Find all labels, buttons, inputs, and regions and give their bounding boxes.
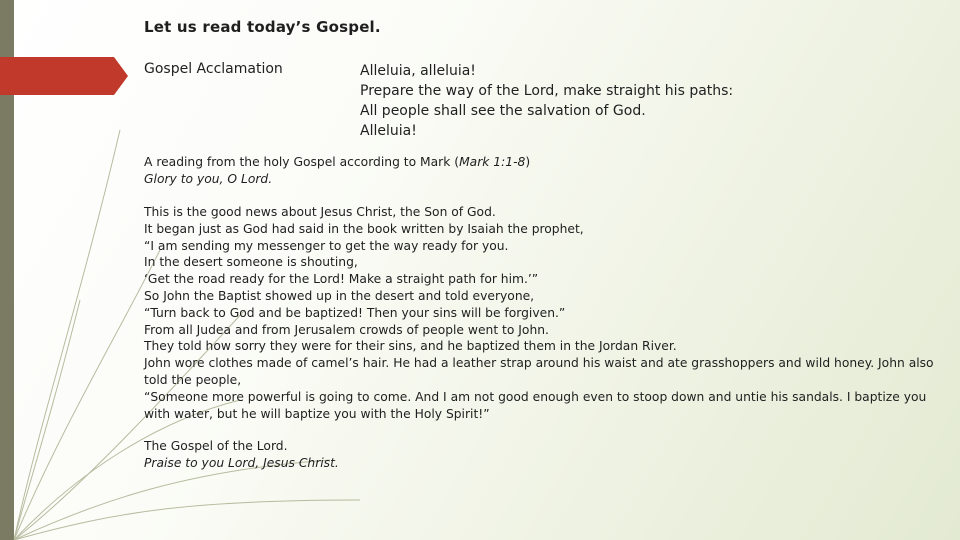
closing [144, 438, 339, 472]
gospel-line: From all Judea and from Jerusalem crowds of people went to John. [144, 322, 549, 337]
accent-tab [0, 57, 128, 95]
acclamation-line: Prepare the way of the Lord, make straight his paths: [360, 83, 734, 99]
reading-announcement: A reading from the holy Gospel according to Mark (Mark 1:1-8) [144, 155, 531, 169]
acclamation-label: Gospel Acclamation [144, 61, 283, 77]
acclamation-line: Alleluia! [360, 123, 417, 139]
slide-title: Let us read today’s Gospel. [144, 18, 381, 36]
gospel-line: “I am sending my messenger to get the way ready for you. [144, 238, 509, 253]
gospel-line: “Someone more powerful is going to come. And I am not good enough even to stoop down and untie his sandals. I baptize you with water, but he will baptize you with the Holy Spirit!” [144, 389, 927, 421]
gospel-line: So John the Baptist showed up in the desert and told everyone, [144, 288, 535, 303]
gospel-line: “Turn back to God and be baptized! Then your sins will be forgiven.” [144, 305, 566, 320]
scripture-reference: Mark 1:1-8 [459, 155, 526, 169]
closing-response: Praise to you Lord, Jesus Christ. [144, 455, 339, 470]
closing-line: The Gospel of the Lord. [144, 439, 288, 453]
gospel-line: This is the good news about Jesus Christ, the Son of God. [144, 205, 496, 219]
gospel-line: John wore clothes made of camel’s hair. He had a leather strap around his waist and ate grasshoppers and wild honey. John also told the people, [144, 356, 934, 387]
gospel-text [144, 204, 944, 422]
acclamation-line: All people shall see the salvation of God. [360, 103, 646, 119]
reading-intro [144, 154, 530, 188]
gospel-line: It began just as God had said in the book written by Isaiah the prophet, [144, 221, 584, 236]
acclamation-verse [360, 61, 733, 141]
gospel-line: They told how sorry they were for their sins, and he baptized them in the Jordan River. [144, 339, 677, 354]
gospel-line: In the desert someone is shouting, [144, 255, 358, 270]
acclamation-line: Alleluia, alleluia! [360, 63, 476, 79]
gospel-line: ‘Get the road ready for the Lord! Make a straight path for him.’” [144, 272, 539, 287]
reading-response: Glory to you, O Lord. [144, 171, 273, 186]
